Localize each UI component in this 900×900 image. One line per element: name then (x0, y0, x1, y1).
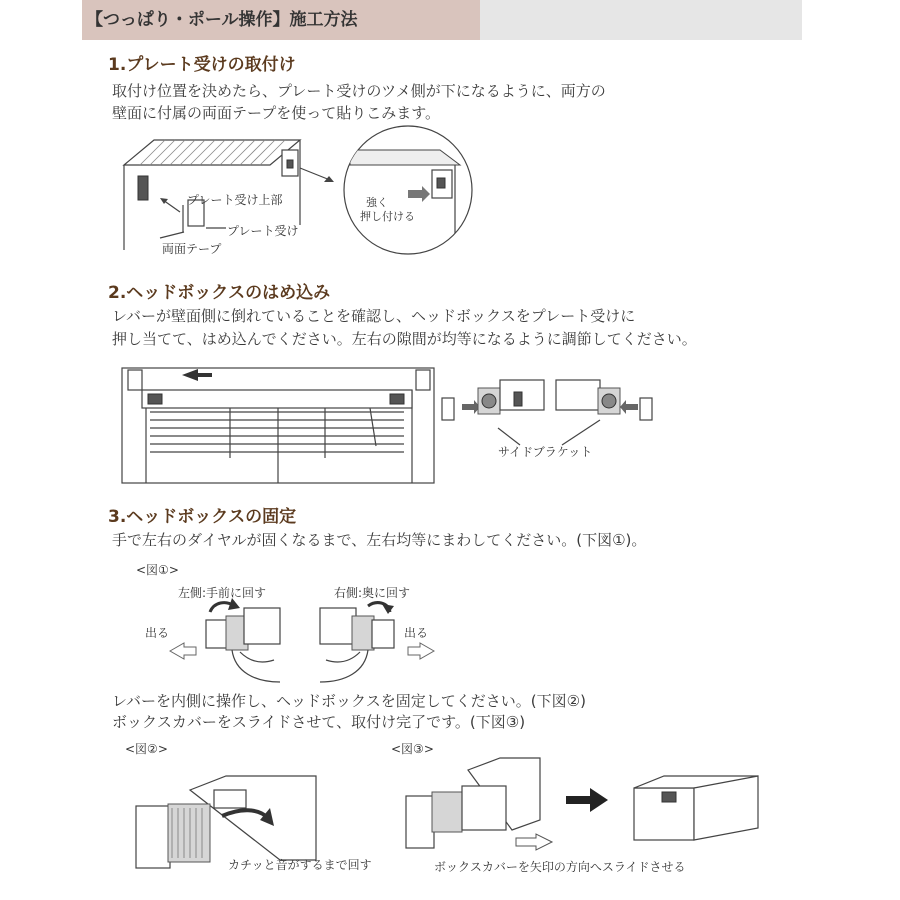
step1-title: 1.プレート受けの取付け (108, 55, 296, 75)
step2-text-line1: レバーが壁面側に倒れていることを確認し、ヘッドボックスをプレート受けに (112, 307, 636, 325)
fig2-caption: カチッと音がするまで回す (228, 858, 372, 872)
fig2-label: <図②> (125, 742, 168, 756)
step3-text-line1: 手で左右のダイヤルが固くなるまで、左右均等にまわしてください。(下図①)。 (112, 531, 647, 549)
step3-title: 3.ヘッドボックスの固定 (108, 507, 297, 527)
fig1-out-left: 出る (145, 626, 170, 640)
step2-text-line2: 押し当てて、はめ込んでください。左右の隙間が均等になるように調節してください。 (112, 330, 697, 348)
fig3-caption: ボックスカバーを矢印の方向へスライドさせる (434, 860, 686, 874)
label-tape: 両面テープ (162, 242, 222, 256)
step1-text-line1: 取付け位置を決めたら、プレート受けのツメ側が下になるように、両方の (112, 82, 606, 100)
label-press-1: 強く (366, 196, 388, 209)
label-plate-upper: プレート受け上部 (187, 193, 283, 207)
fig3-label: <図③> (391, 742, 434, 756)
page-title: 【つっぱり・ポール操作】施工方法 (82, 0, 480, 40)
step3-text-line3: ボックスカバーをスライドさせて、取付け完了です。(下図③) (112, 713, 526, 731)
step3-text-line2: レバーを内側に操作し、ヘッドボックスを固定してください。(下図②) (112, 692, 586, 710)
step1-text-line2: 壁面に付属の両面テープを使って貼りこみます。 (112, 104, 441, 122)
label-side-bracket: サイドブラケット (498, 445, 593, 459)
fig1-left-label: 左側:手前に回す (178, 586, 267, 600)
step2-title: 2.ヘッドボックスのはめ込み (108, 283, 331, 303)
fig1-out-right: 出る (404, 626, 429, 640)
fig1-right-label: 右側:奥に回す (334, 586, 411, 600)
label-plate: プレート受け (227, 224, 299, 238)
label-press-2: 押し付ける (360, 210, 415, 223)
fig1-label: <図①> (136, 563, 179, 577)
